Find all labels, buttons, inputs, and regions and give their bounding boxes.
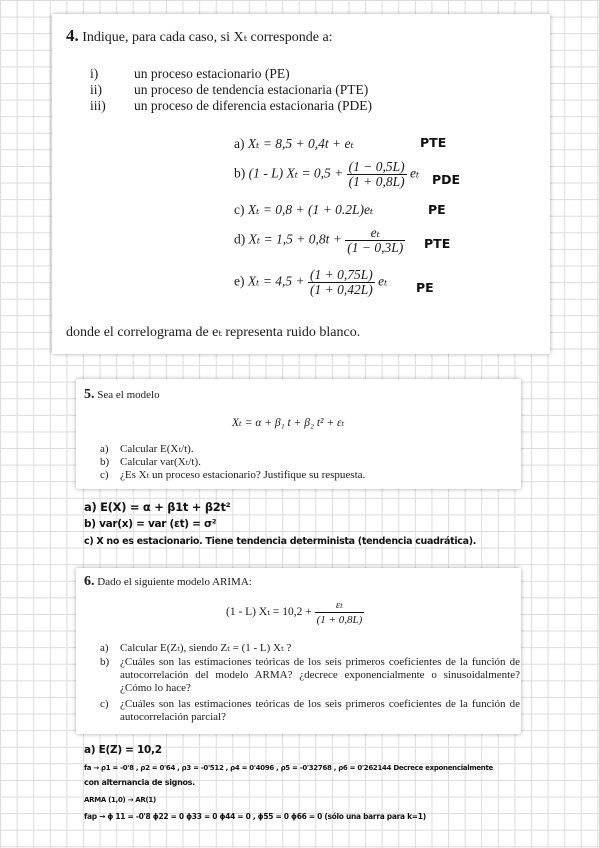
equation-e-fraction <box>308 268 375 297</box>
equation-c <box>234 202 373 218</box>
option-ii <box>90 82 368 98</box>
question-6-answer-fap: fap → ϕ 11 = -0'8 ϕ22 = 0 ϕ33 = 0 ϕ44 = 0 , ϕ55 = 0 ϕ66 = 0 (sólo una barra para k=1) <box>84 812 426 821</box>
equation-c-expr: Xₜ = 0,8 + (1 + 0.2L)eₜ <box>247 202 374 217</box>
question-6-item-a <box>100 642 510 655</box>
equation-d-numerator: eₜ <box>345 226 405 241</box>
equation-b <box>234 160 419 189</box>
question-6-answer-fa-cont: con alternancia de signos. <box>84 778 195 787</box>
option-ii-text: un proceso de tendencia estacionaria (PTE) <box>134 82 369 97</box>
equation-b-numerator: (1 − 0,5L) <box>348 159 405 174</box>
question-5-card <box>76 379 521 489</box>
equation-d-fraction <box>345 226 405 255</box>
item-b-num: b) <box>100 456 110 468</box>
option-iii <box>90 98 372 114</box>
question-6-answer-fa: fa → ρ1 = -0'8 , ρ2 = 0'64 , ρ3 = -0'512 , ρ4 = 0'4096 , ρ5 = -0'32768 , ρ6 = 0'262144 Decrece exponencialmente <box>84 764 493 772</box>
option-iii-num: iii) <box>90 98 106 113</box>
question-5-answer-b: b) var(x) = var (εt) = σ² <box>84 518 217 530</box>
question-4-number: 4. <box>66 26 79 45</box>
question-5-answer-c: c) X no es estacionario. Tiene tendencia determinista (tendencia cuadrática). <box>84 536 477 547</box>
question-6-card <box>76 568 521 734</box>
equation-e <box>234 268 387 297</box>
question-5-answer-a: a) E(X) = α + β1t + β2t² <box>84 500 231 514</box>
question-5-model: Xₜ = α + β₁ t + β₂ t² + εₜ <box>232 417 345 429</box>
item-c-text: ¿Es Xₜ un proceso estacionario? Justifique su respuesta. <box>120 469 366 481</box>
equation-b-fraction <box>347 160 407 189</box>
equation-b-denominator: (1 + 0,8L) <box>348 174 405 189</box>
question-5-item-a <box>100 443 194 456</box>
equation-e-tail: eₜ <box>378 273 388 289</box>
question-5-item-c <box>100 469 365 482</box>
question-4-title <box>66 26 333 46</box>
question-4-card <box>52 14 550 354</box>
equation-e-numerator: (1 + 0,75L) <box>310 267 373 282</box>
equation-a-label: a) <box>234 136 245 151</box>
question-6-numerator: εₜ <box>315 598 365 613</box>
q6-item-b-num: b) <box>100 656 110 668</box>
option-i <box>90 66 290 82</box>
equation-b-label: b) <box>234 165 246 181</box>
equation-d <box>234 226 405 255</box>
equation-e-answer: PE <box>416 280 434 295</box>
question-5-item-b <box>100 456 201 469</box>
equation-b-answer: PDE <box>432 172 461 187</box>
option-i-text: un proceso estacionario (PE) <box>134 66 290 81</box>
equation-e-label: e) <box>234 273 245 289</box>
equation-a-answer: PTE <box>420 135 447 150</box>
option-i-num: i) <box>90 66 99 81</box>
question-6-number: 6. <box>84 574 95 589</box>
equation-c-answer: PE <box>428 202 446 217</box>
equation-d-label: d) <box>234 231 246 247</box>
equation-d-expr: Xₜ = 1,5 + 0,8t + <box>248 231 342 247</box>
question-6-item-c <box>100 698 520 724</box>
item-a-text: Calcular E(Xₜ/t). <box>120 443 194 455</box>
q6-item-b-text: ¿Cuáles son las estimaciones teóricas de los seis primeros coeficientes de la función de autocorrelación del modelo ARMA? ¿decrece exponencialmente o sinusoidalmente? ¿Cómo lo hace? <box>120 656 520 694</box>
q6-item-c-text: ¿Cuáles son las estimaciones teóricas de los seis primeros coeficientes de la función de autocorrelación parcial? <box>120 698 520 723</box>
item-b-text: Calcular var(Xₜ/t). <box>120 456 201 468</box>
option-iii-text: un proceso de diferencia estacionaria (PDE) <box>134 98 373 113</box>
equation-a <box>234 136 354 152</box>
equation-d-denominator: (1 − 0,3L) <box>347 240 404 255</box>
question-6-model <box>226 598 364 627</box>
question-6-answer-arma: ARMA (1,0) → AR(1) <box>84 796 156 804</box>
q6-item-a-num: a) <box>100 642 109 654</box>
equation-a-expr: Xₜ = 8,5 + 0,4t + eₜ <box>247 136 354 151</box>
item-a-num: a) <box>100 443 109 455</box>
equation-e-denominator: (1 + 0,42L) <box>310 282 373 297</box>
equation-e-expr: Xₜ = 4,5 + <box>247 273 305 289</box>
question-4-text: Indique, para cada caso, si Xₜ corresponde a: <box>82 30 333 45</box>
equation-b-expr: (1 - L) Xₜ = 0,5 + <box>248 165 344 181</box>
equation-c-label: c) <box>234 202 245 217</box>
question-6-title <box>84 574 252 590</box>
question-6-answer-a: a) E(Z) = 10,2 <box>84 744 162 756</box>
question-6-denominator: (1 + 0,8L) <box>316 614 363 626</box>
item-c-num: c) <box>100 469 109 481</box>
question-6-item-b <box>100 656 520 695</box>
question-5-number: 5. <box>84 387 95 402</box>
equation-b-tail: eₜ <box>410 165 420 181</box>
question-6-text: Dado el siguiente modelo ARIMA: <box>97 576 252 588</box>
q6-item-a-text: Calcular E(Zₜ), siendo Zₜ = (1 - L) Xₜ ? <box>120 642 292 654</box>
equation-d-answer: PTE <box>424 236 451 251</box>
option-ii-num: ii) <box>90 82 102 97</box>
question-4-footer: donde el correlograma de eₜ representa ruido blanco. <box>66 325 361 340</box>
q6-item-c-num: c) <box>100 698 109 710</box>
question-5-text: Sea el modelo <box>97 389 160 401</box>
question-6-model-lhs: (1 - L) Xₜ = 10,2 + <box>226 606 312 619</box>
question-6-fraction <box>315 598 365 627</box>
question-5-title <box>84 387 160 403</box>
